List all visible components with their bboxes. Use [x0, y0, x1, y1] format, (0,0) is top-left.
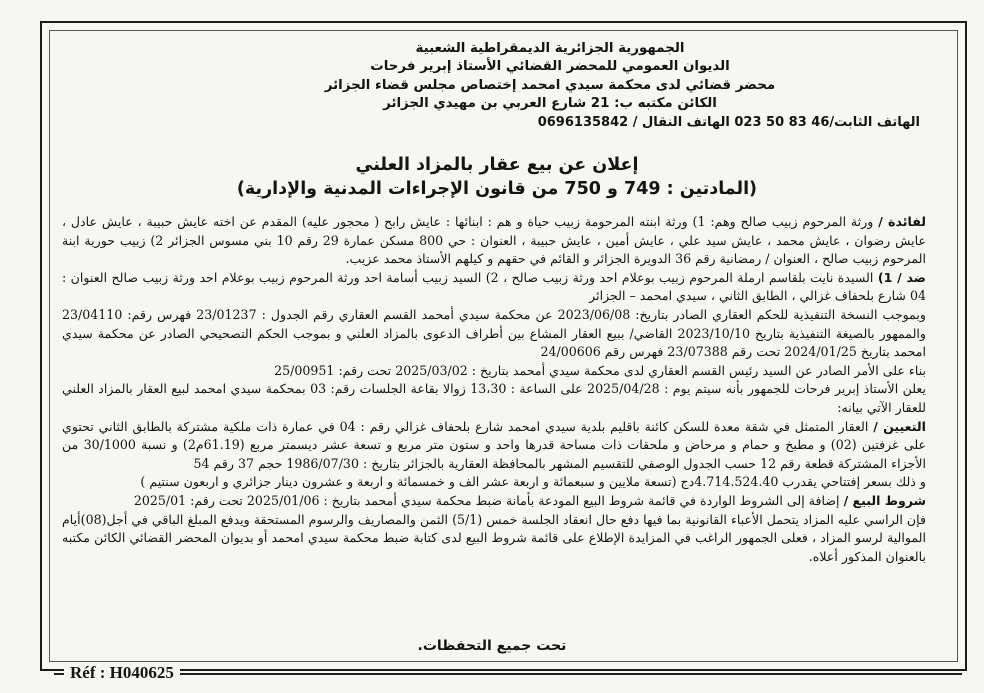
address-line: الكائن مكتبه ب: 21 شارع العربي بن مهيدي الجزائر [383, 96, 717, 112]
order-paragraph: بناء على الأمر الصادر عن السيد رئيس القسم العقاري لدى محكمة سيدي أمحمد بتاريخ : 2025/03/02 تحت رقم: 25/00951 [274, 362, 926, 378]
defendants-paragraph [62, 269, 926, 306]
phones-line: الهاتف الثابت/46 83 50 023 الهاتف النقال / 0696135842 [537, 114, 920, 130]
defendants-text: السيدة نايت بلقاسم ارملة المرحوم زبيب بوعلام احد ورثة زبيب صالح ، 2) السيد زبيب أسامة احد ورثة المرحوم زبيب بوعلام احد ورثة زبيب صالح العنوان : 04 شارع بلحفاف غزالي ، الطابق الثاني ، سيدي امحمد – الجزائر [62, 269, 926, 304]
issuer-header [180, 40, 920, 132]
beneficiaries-label: لفائدة / [878, 214, 926, 229]
sale-conditions-label: شروط البيع / [843, 492, 926, 508]
notice-title [120, 153, 874, 201]
title-line-2: (المادتين : 749 و 750 من قانون الإجراءات المدنية والإدارية) [236, 179, 758, 199]
notice-body [62, 213, 926, 566]
beneficiaries-paragraph [62, 213, 926, 269]
reference-code: Réf : H040625 [64, 662, 180, 684]
title-line-1: إعلان عن بيع عقار بالمزاد العلني [355, 155, 639, 175]
reference-bar [54, 662, 962, 686]
auction-date-paragraph: يعلن الأستاذ إبرير فرحات للجمهور بأنه سيتم يوم : 2025/04/28 على الساعة : 13،30 زوالا بقاعة الجلسات رقم: 03 بمحكمة سيدي امحمد لبيع العقار بالمزاد العلني للعقار الآتي بيانه: [62, 381, 926, 415]
payment-terms-paragraph: فإن الراسي عليه المزاد يتحمل الأعباء القانونية بما فيها دفع حال انعقاد الجلسة خمس (5/1) الثمن والمصاريف والرسوم المستحقة ويدفع المبلغ الباقي في أجل(08)أيام الموالية لرسو المزاد ، فعلى الجمهور الراغب في المزايدة الإطلاع على قائمة شروط البيع لدى كتابة ضبط محكمة سيدي امحمد أو بديوان المحضر القضائي الكائن مكتبه بالعنوان المذكور أعلاه. [62, 511, 926, 564]
sale-conditions-paragraph [62, 492, 926, 511]
beneficiaries-text: ورثة المرحوم زبيب صالح وهم: 1) ورثة ابنته المرحومة زبيب حياة و هم : ابنائها : عايش رابح ( محجور عليه) المقدم عن اخته عايش حبيبة ، عايش عادل ، عايش رضوان ، عايش محمد ، عايش سيد علي ، عايش أمين ، عايش حبيبة ، العنوان : حي 800 مسكن عمارة 29 رقم 10 بني مسوس الجزائر 2) زبيب حورية ابنة المرحوم زبيب صالح ، العنوان / رمضانية رقم 36 الدويرة الجزائر و القائم في حقهم و كيلهم الأستاذ محمد عزيب. [62, 214, 926, 267]
property-text: العقار المتمثل في شقة معدة للسكن كائنة باقليم بلدية سيدي امحمد شارع بلحفاف غزالي رقم : 04 في عمارة ذات ملكية مشتركة بالطابق الثاني تحتوي على غرفتين (02) و مطبخ و حمام و مرحاض و ملحقات ذات مساحة قدرها واحد و ستون متر مربع و تسعة عشر ديسمتر مربع (61.19م2) و نسبة 30/1000 من الأجزاء المشتركة قطعة رقم 12 حسب الجدول الوصفي للتقسيم المشهر بالمحافظة العقارية بالجزائر بتاريخ : 1986/07/30 حجم 37 رقم 54 [62, 418, 927, 471]
defendants-label: ضد / 1) [877, 269, 926, 285]
judgment-paragraph: وبموجب النسخة التنفيذية للحكم العقاري الصادر بتاريخ: 2023/06/08 عن محكمة سيدي أمحمد القسم العقاري رقم الجدول : 23/01237 فهرس رقم: 23/04110 والممهور بالصيغة التنفيذية بتاريخ 2023/10/10 القاضي/ ببيع العقار المشاع بين أطراف الدعوى بالمزاد العلني و بموجب الحكم التصحيحي الصادر عن محكمة سيدي امحمد بتاريخ 2024/01/25 تحت رقم 23/07388 فهرس رقم 24/00606 [62, 306, 927, 360]
sale-conditions-text: إضافة إلى الشروط الواردة في قائمة شروط البيع المودعة بأمانة ضبط محكمة سيدي أمحمد بتاريخ : 2025/01/06 تحت رقم: 2025/01 [133, 492, 840, 508]
reference-rule [54, 673, 962, 675]
opening-price-paragraph: و ذلك بسعر إفتتاحي يقدرب 4.714.524.40دج (تسعة ملايين و سبعمائة و اربعة عشر الف و خمسمائة و اربعة و عشرون دينار جزائري و اربعون سنتيم ) [140, 474, 926, 490]
property-label: التعيين / [873, 418, 926, 434]
republic-line: الجمهورية الجزائرية الديمقراطية الشعبية [415, 41, 685, 56]
closing-reservation: تحت جميع التحفظات. [417, 638, 567, 654]
office-line: الديوان العمومي للمحضر القضائي الأستاذ إبرير فرحات [370, 59, 730, 75]
jurisdiction-line: محضر قضائي لدى محكمة سيدي امحمد إختصاص مجلس قضاء الجزائر [324, 77, 776, 93]
property-paragraph [62, 418, 926, 474]
